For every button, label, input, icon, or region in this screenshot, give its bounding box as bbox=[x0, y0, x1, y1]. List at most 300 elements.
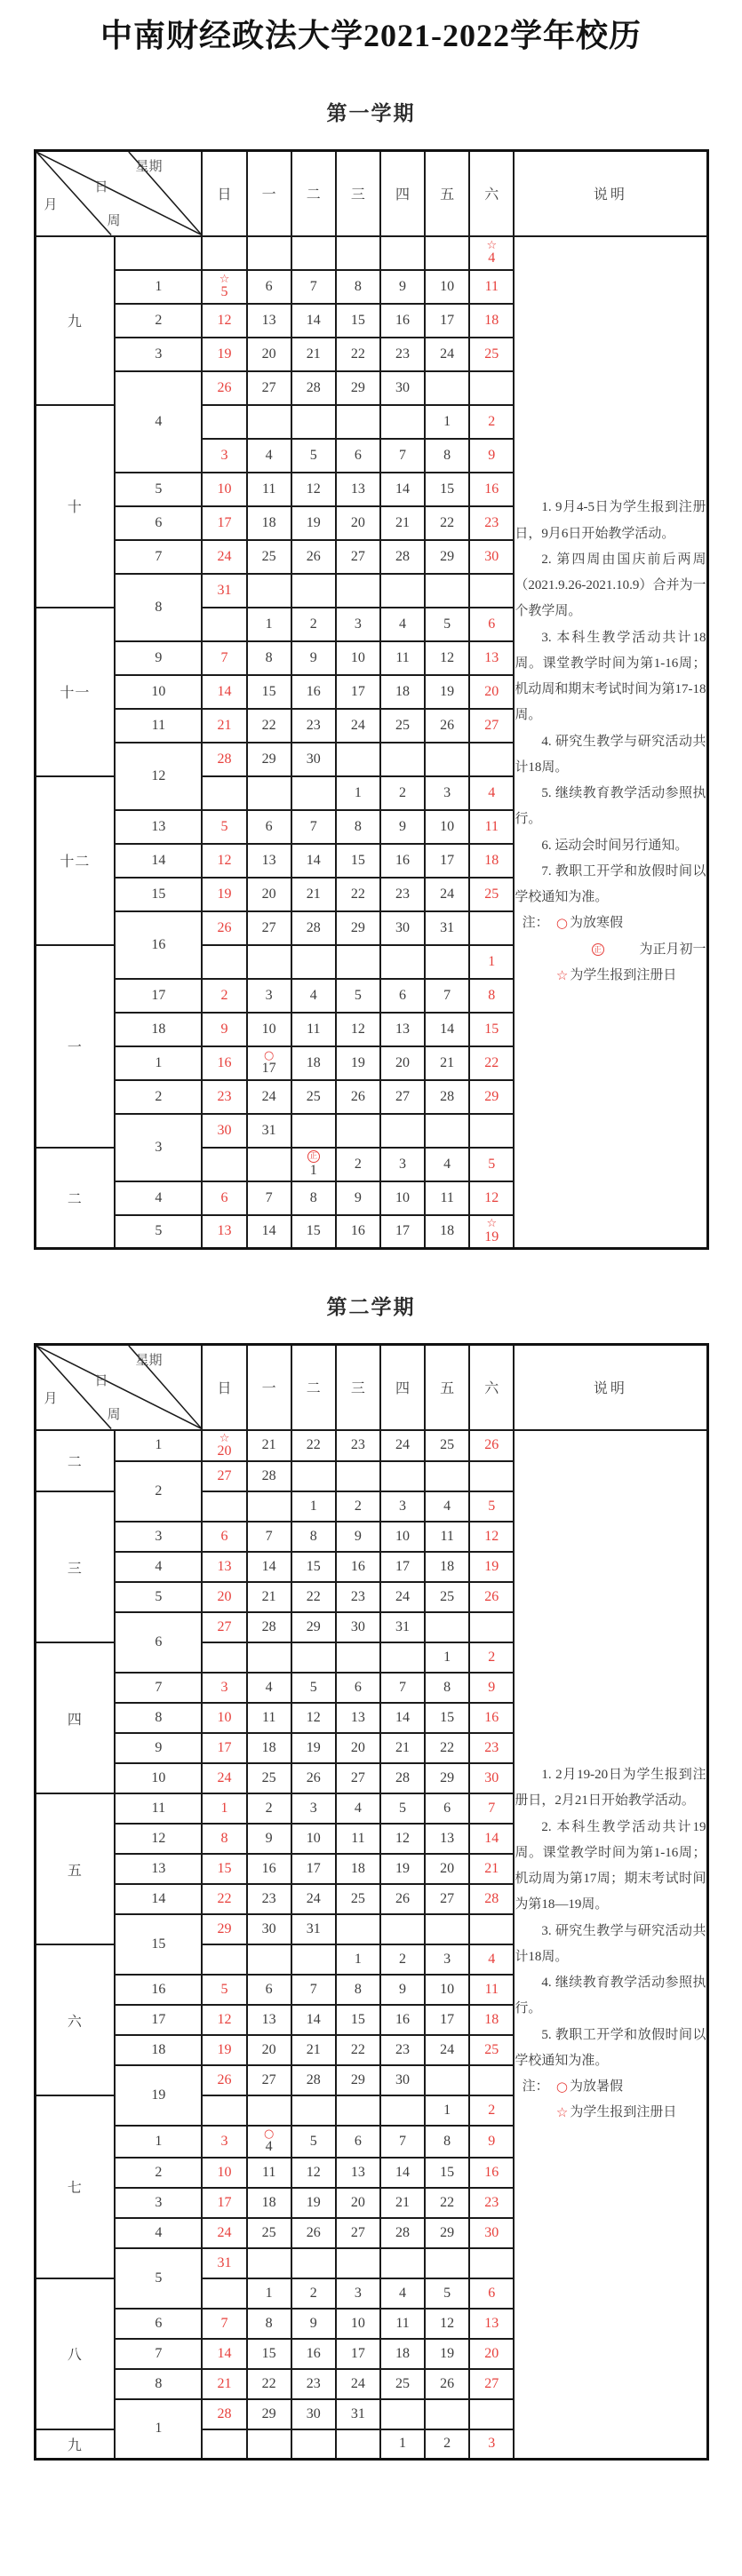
day-cell: 28 bbox=[202, 743, 246, 776]
day-cell: 18 bbox=[247, 1733, 291, 1763]
day-cell: 4 bbox=[291, 979, 336, 1013]
day-cell: 17 bbox=[425, 304, 469, 338]
day-cell bbox=[247, 1491, 291, 1522]
day-cell: 27 bbox=[247, 2065, 291, 2095]
day-cell: 10 bbox=[336, 2309, 380, 2339]
week-number-cell: 17 bbox=[115, 979, 202, 1013]
day-cell bbox=[291, 1114, 336, 1148]
day-cell: 9 bbox=[469, 439, 514, 473]
week-number-cell: 1 bbox=[115, 1046, 202, 1080]
day-cell: 20 bbox=[380, 1046, 425, 1080]
note-paragraph: 4. 继续教育教学活动参照执行。 bbox=[515, 1976, 706, 2016]
day-cell: 4 bbox=[380, 608, 425, 641]
day-cell: 21 bbox=[425, 1046, 469, 1080]
day-cell: 27 bbox=[380, 1080, 425, 1114]
day-cell: 19 bbox=[202, 2035, 246, 2065]
day-cell: 23 bbox=[469, 2188, 514, 2218]
day-cell: ☆ 4 bbox=[469, 236, 514, 270]
day-cell: 27 bbox=[469, 2369, 514, 2399]
day-cell: 26 bbox=[202, 371, 246, 405]
day-cell bbox=[336, 743, 380, 776]
week-number-cell: 15 bbox=[115, 1914, 202, 1975]
day-cell: 4 bbox=[380, 2278, 425, 2309]
day-cell bbox=[247, 405, 291, 439]
day-cell: 14 bbox=[425, 1013, 469, 1046]
day-cell: 30 bbox=[202, 1114, 246, 1148]
day-cell: 3 bbox=[336, 608, 380, 641]
day-cell: 28 bbox=[247, 1461, 291, 1491]
day-cell: 30 bbox=[469, 1763, 514, 1793]
day-cell bbox=[247, 2429, 291, 2460]
day-cell: 27 bbox=[202, 1461, 246, 1491]
day-cell bbox=[469, 1612, 514, 1642]
day-cell bbox=[380, 574, 425, 608]
day-cell: 27 bbox=[247, 911, 291, 945]
legend-text: 为放暑假 bbox=[569, 2079, 623, 2095]
day-cell: 21 bbox=[247, 1430, 291, 1462]
day-cell: 15 bbox=[291, 1552, 336, 1582]
day-cell: 正 1 bbox=[291, 1148, 336, 1181]
day-cell: 25 bbox=[425, 1582, 469, 1612]
day-cell: 19 bbox=[291, 2188, 336, 2218]
day-cell: 6 bbox=[336, 2126, 380, 2158]
day-cell: 28 bbox=[202, 2399, 246, 2429]
day-cell: 24 bbox=[425, 878, 469, 911]
day-cell: 28 bbox=[291, 371, 336, 405]
day-cell: 13 bbox=[247, 844, 291, 878]
day-cell: 11 bbox=[380, 641, 425, 675]
calendar-row bbox=[35, 236, 707, 270]
day-cell: 14 bbox=[291, 304, 336, 338]
day-cell: 8 bbox=[425, 439, 469, 473]
day-cell: 4 bbox=[425, 1148, 469, 1181]
day-cell: 30 bbox=[291, 2399, 336, 2429]
day-cell bbox=[380, 945, 425, 979]
day-cell: 19 bbox=[425, 2339, 469, 2369]
day-cell: 2 bbox=[469, 1642, 514, 1673]
day-cell: 13 bbox=[469, 2309, 514, 2339]
weekday-header-5: 五 bbox=[425, 1345, 469, 1430]
day-cell: 5 bbox=[336, 979, 380, 1013]
day-cell: 6 bbox=[336, 1673, 380, 1703]
week-number-cell: 1 bbox=[115, 2399, 202, 2460]
note-paragraph: 7. 教职工开学和放假时间以学校通知为准。 bbox=[515, 863, 706, 905]
day-cell bbox=[247, 236, 291, 270]
day-cell: 18 bbox=[247, 2188, 291, 2218]
day-cell bbox=[380, 1642, 425, 1673]
day-cell: 1 bbox=[469, 945, 514, 979]
day-cell: 28 bbox=[291, 2065, 336, 2095]
day-cell: 29 bbox=[247, 2399, 291, 2429]
day-cell: 29 bbox=[291, 1612, 336, 1642]
weekday-header-3: 三 bbox=[336, 151, 380, 236]
day-cell: 5 bbox=[425, 2278, 469, 2309]
day-cell: 31 bbox=[425, 911, 469, 945]
day-cell bbox=[202, 608, 246, 641]
day-cell: 28 bbox=[425, 1080, 469, 1114]
day-cell: 17 bbox=[425, 2005, 469, 2035]
day-cell bbox=[202, 405, 246, 439]
day-cell: 26 bbox=[291, 2218, 336, 2248]
week-number-cell: 7 bbox=[115, 1673, 202, 1703]
day-cell: 28 bbox=[469, 1884, 514, 1914]
day-cell: 26 bbox=[202, 2065, 246, 2095]
day-cell: 7 bbox=[202, 2309, 246, 2339]
day-cell: 4 bbox=[336, 1793, 380, 1824]
week-number-cell: 8 bbox=[115, 574, 202, 641]
week-number-cell: 7 bbox=[115, 540, 202, 574]
day-cell bbox=[380, 1461, 425, 1491]
day-cell: 13 bbox=[425, 1824, 469, 1854]
day-cell: 30 bbox=[291, 743, 336, 776]
day-cell: 10 bbox=[425, 810, 469, 844]
day-cell: 9 bbox=[202, 1013, 246, 1046]
week-number-cell: 5 bbox=[115, 2248, 202, 2309]
day-cell: 12 bbox=[291, 2158, 336, 2188]
day-cell: 10 bbox=[202, 473, 246, 506]
day-cell: 26 bbox=[336, 1080, 380, 1114]
day-cell: 26 bbox=[425, 2369, 469, 2399]
note-paragraph: 6. 运动会时间另行通知。 bbox=[541, 838, 689, 853]
day-cell bbox=[291, 776, 336, 810]
day-cell bbox=[425, 371, 469, 405]
day-cell: 9 bbox=[247, 1824, 291, 1854]
day-cell: 3 bbox=[380, 1148, 425, 1181]
notes-cell bbox=[514, 1430, 707, 2460]
day-cell bbox=[202, 1944, 246, 1975]
day-cell: 7 bbox=[247, 1181, 291, 1215]
day-cell: 25 bbox=[247, 1763, 291, 1793]
week-number-cell: 12 bbox=[115, 1824, 202, 1854]
corner-header-cell bbox=[35, 1345, 202, 1430]
day-cell bbox=[202, 776, 246, 810]
month-cell: 二 bbox=[35, 1148, 115, 1249]
week-number-cell: 10 bbox=[115, 675, 202, 709]
day-cell bbox=[425, 574, 469, 608]
day-cell: 7 bbox=[202, 641, 246, 675]
day-cell: 22 bbox=[425, 2188, 469, 2218]
day-cell: 13 bbox=[336, 2158, 380, 2188]
day-cell bbox=[469, 2065, 514, 2095]
day-cell bbox=[380, 405, 425, 439]
day-cell: 25 bbox=[247, 540, 291, 574]
day-cell: 12 bbox=[202, 844, 246, 878]
day-cell: 11 bbox=[247, 1703, 291, 1733]
day-cell: 23 bbox=[291, 709, 336, 743]
corner-label-zhou: 周 bbox=[107, 1408, 121, 1422]
day-cell: 28 bbox=[380, 2218, 425, 2248]
day-cell: 21 bbox=[202, 2369, 246, 2399]
day-cell: 13 bbox=[336, 1703, 380, 1733]
semester-title: 第一学期 bbox=[326, 102, 416, 124]
day-cell: 30 bbox=[380, 911, 425, 945]
day-cell: 12 bbox=[425, 2309, 469, 2339]
day-cell: 21 bbox=[380, 506, 425, 540]
day-cell: 5 bbox=[202, 810, 246, 844]
day-cell: 12 bbox=[291, 473, 336, 506]
day-cell: 24 bbox=[247, 1080, 291, 1114]
week-number-cell: 17 bbox=[115, 2005, 202, 2035]
week-number-cell: 2 bbox=[115, 1080, 202, 1114]
day-cell: 17 bbox=[336, 2339, 380, 2369]
day-cell bbox=[469, 2248, 514, 2278]
day-cell bbox=[380, 1114, 425, 1148]
day-cell bbox=[247, 1642, 291, 1673]
day-cell: 29 bbox=[202, 1914, 246, 1944]
circle-legend-icon: ○ bbox=[555, 2079, 568, 2095]
day-cell: 2 bbox=[336, 1148, 380, 1181]
day-cell: 17 bbox=[202, 506, 246, 540]
day-cell: 13 bbox=[247, 304, 291, 338]
weekday-header-1: 一 bbox=[247, 151, 291, 236]
day-cell: 31 bbox=[202, 574, 246, 608]
registration-star-icon: ☆ bbox=[219, 1431, 230, 1445]
day-cell: 27 bbox=[247, 371, 291, 405]
day-cell: 15 bbox=[336, 844, 380, 878]
day-cell: 16 bbox=[380, 844, 425, 878]
day-cell: 16 bbox=[247, 1854, 291, 1884]
day-cell: 15 bbox=[425, 1703, 469, 1733]
day-cell: 25 bbox=[380, 709, 425, 743]
day-cell: 3 bbox=[202, 439, 246, 473]
week-number-cell: 3 bbox=[115, 1522, 202, 1552]
day-cell: 29 bbox=[425, 1763, 469, 1793]
week-number-cell: 5 bbox=[115, 1582, 202, 1612]
day-cell: 1 bbox=[247, 608, 291, 641]
day-cell: 23 bbox=[469, 1733, 514, 1763]
day-cell: 24 bbox=[336, 2369, 380, 2399]
day-cell: 20 bbox=[247, 338, 291, 371]
day-cell: 11 bbox=[291, 1013, 336, 1046]
registration-star-icon: ☆ bbox=[219, 272, 230, 286]
week-number-cell: 18 bbox=[115, 1013, 202, 1046]
note-paragraph: 3. 本科生教学活动共计18周。课堂教学时间为第1-16周；机动周和期末考试时间为第17-18周。 bbox=[515, 630, 706, 723]
legend-row bbox=[515, 937, 706, 963]
day-cell: 10 bbox=[202, 2158, 246, 2188]
day-cell bbox=[425, 236, 469, 270]
day-cell: 14 bbox=[291, 844, 336, 878]
month-cell: 七 bbox=[35, 2095, 115, 2278]
day-cell: 20 bbox=[469, 2339, 514, 2369]
day-cell: 19 bbox=[291, 1733, 336, 1763]
legend-prefix: 注： bbox=[522, 2079, 549, 2095]
vacation-circle-icon: ○ bbox=[264, 2127, 275, 2142]
day-cell bbox=[247, 574, 291, 608]
day-cell: 22 bbox=[469, 1046, 514, 1080]
week-number-cell: 3 bbox=[115, 1114, 202, 1181]
day-cell: 10 bbox=[425, 1975, 469, 2005]
day-cell: 23 bbox=[336, 1582, 380, 1612]
corner-label-week: 星期 bbox=[135, 1354, 163, 1368]
day-cell: 18 bbox=[469, 2005, 514, 2035]
day-cell: 21 bbox=[380, 2188, 425, 2218]
day-cell: 5 bbox=[380, 1793, 425, 1824]
day-cell: 17 bbox=[291, 1854, 336, 1884]
day-cell: 12 bbox=[425, 641, 469, 675]
day-cell bbox=[291, 2429, 336, 2460]
day-cell: 8 bbox=[291, 1181, 336, 1215]
day-cell: 3 bbox=[425, 776, 469, 810]
day-cell: 21 bbox=[291, 878, 336, 911]
day-cell: 23 bbox=[469, 506, 514, 540]
day-cell: 27 bbox=[202, 1612, 246, 1642]
day-cell: 15 bbox=[247, 2339, 291, 2369]
day-cell: 19 bbox=[425, 675, 469, 709]
day-cell: 25 bbox=[425, 1430, 469, 1462]
day-cell: 14 bbox=[291, 2005, 336, 2035]
day-cell: 31 bbox=[291, 1914, 336, 1944]
weekday-header-6: 六 bbox=[469, 151, 514, 236]
day-cell: 17 bbox=[380, 1215, 425, 1249]
day-cell bbox=[247, 2248, 291, 2278]
day-cell: 29 bbox=[469, 1080, 514, 1114]
day-cell: 1 bbox=[425, 405, 469, 439]
day-cell: 27 bbox=[336, 540, 380, 574]
day-cell: 2 bbox=[291, 608, 336, 641]
week-number-cell: 14 bbox=[115, 844, 202, 878]
day-cell: 26 bbox=[425, 709, 469, 743]
day-cell: 27 bbox=[336, 1763, 380, 1793]
day-cell: 11 bbox=[425, 1522, 469, 1552]
day-cell: 13 bbox=[247, 2005, 291, 2035]
day-cell: 19 bbox=[336, 1046, 380, 1080]
weekday-header-1: 一 bbox=[247, 1345, 291, 1430]
day-cell: 13 bbox=[469, 641, 514, 675]
day-cell: 28 bbox=[380, 1763, 425, 1793]
day-cell: 3 bbox=[202, 2126, 246, 2158]
day-cell: 10 bbox=[380, 1522, 425, 1552]
day-cell: 7 bbox=[291, 810, 336, 844]
notes-cell bbox=[514, 236, 707, 1249]
day-cell: 12 bbox=[202, 2005, 246, 2035]
day-cell bbox=[336, 2429, 380, 2460]
day-cell: 14 bbox=[469, 1824, 514, 1854]
day-cell: 18 bbox=[380, 2339, 425, 2369]
week-number-cell: 18 bbox=[115, 2035, 202, 2065]
day-cell: 28 bbox=[291, 911, 336, 945]
day-cell: 22 bbox=[336, 338, 380, 371]
day-cell: 8 bbox=[202, 1824, 246, 1854]
day-cell: 8 bbox=[425, 2126, 469, 2158]
day-cell: 6 bbox=[247, 270, 291, 304]
day-cell bbox=[247, 1148, 291, 1181]
day-cell: 6 bbox=[469, 2278, 514, 2309]
day-cell: 7 bbox=[469, 1793, 514, 1824]
day-cell: 7 bbox=[380, 439, 425, 473]
day-cell: 8 bbox=[425, 1673, 469, 1703]
note-paragraph: 3. 研究生教学与研究活动共计18周。 bbox=[515, 1923, 706, 1964]
day-cell: 2 bbox=[469, 2095, 514, 2126]
day-cell: 1 bbox=[291, 1491, 336, 1522]
day-cell: 3 bbox=[380, 1491, 425, 1522]
day-cell: 26 bbox=[202, 911, 246, 945]
weekday-header-4: 四 bbox=[380, 151, 425, 236]
day-cell: 16 bbox=[380, 304, 425, 338]
day-cell: 3 bbox=[425, 1944, 469, 1975]
vacation-circle-icon: ○ bbox=[264, 1048, 275, 1062]
day-cell: 14 bbox=[202, 675, 246, 709]
day-cell: 10 bbox=[291, 1824, 336, 1854]
day-cell bbox=[380, 236, 425, 270]
day-cell: 5 bbox=[291, 1673, 336, 1703]
day-cell: 19 bbox=[202, 338, 246, 371]
day-cell: 6 bbox=[380, 979, 425, 1013]
week-number-cell: 3 bbox=[115, 2188, 202, 2218]
day-cell: 6 bbox=[469, 608, 514, 641]
day-cell: 6 bbox=[247, 810, 291, 844]
semesters-container bbox=[0, 97, 742, 2461]
star-legend-icon: ☆ bbox=[555, 2104, 569, 2121]
month-cell: 一 bbox=[35, 945, 115, 1148]
calendar-row bbox=[35, 1430, 707, 1462]
day-cell bbox=[425, 2065, 469, 2095]
day-cell: 15 bbox=[247, 675, 291, 709]
corner-label-week: 星期 bbox=[135, 160, 163, 174]
legend-text: 为放寒假 bbox=[569, 916, 623, 931]
day-cell: 3 bbox=[247, 979, 291, 1013]
day-cell: 3 bbox=[202, 1673, 246, 1703]
legend-text: 为学生报到注册日 bbox=[570, 967, 677, 982]
day-cell: 23 bbox=[247, 1884, 291, 1914]
day-cell: 18 bbox=[469, 844, 514, 878]
week-number-cell: 8 bbox=[115, 2369, 202, 2399]
day-cell: 17 bbox=[202, 1733, 246, 1763]
day-cell: 2 bbox=[425, 2429, 469, 2460]
notes-text-block bbox=[515, 1762, 706, 2127]
day-cell: 16 bbox=[291, 2339, 336, 2369]
day-cell: 13 bbox=[336, 473, 380, 506]
day-cell: 14 bbox=[247, 1552, 291, 1582]
day-cell: 5 bbox=[291, 2126, 336, 2158]
day-cell: 18 bbox=[425, 1215, 469, 1249]
day-cell: 23 bbox=[380, 878, 425, 911]
day-cell: 20 bbox=[425, 1854, 469, 1884]
day-cell: 19 bbox=[202, 878, 246, 911]
day-cell: 21 bbox=[247, 1582, 291, 1612]
day-cell: 25 bbox=[469, 2035, 514, 2065]
day-cell bbox=[469, 743, 514, 776]
day-cell: 17 bbox=[202, 2188, 246, 2218]
day-cell: 30 bbox=[469, 540, 514, 574]
day-cell: 17 bbox=[380, 1552, 425, 1582]
week-number-cell: 4 bbox=[115, 1181, 202, 1215]
day-cell: 21 bbox=[291, 2035, 336, 2065]
day-cell bbox=[425, 1612, 469, 1642]
day-cell bbox=[247, 945, 291, 979]
day-cell: 1 bbox=[425, 1642, 469, 1673]
day-cell: 14 bbox=[380, 1703, 425, 1733]
week-number-cell: 4 bbox=[115, 1552, 202, 1582]
day-cell bbox=[469, 2399, 514, 2429]
day-cell: 2 bbox=[291, 2278, 336, 2309]
day-cell: 30 bbox=[336, 1612, 380, 1642]
day-cell: 27 bbox=[469, 709, 514, 743]
day-cell: 15 bbox=[469, 1013, 514, 1046]
day-cell: 10 bbox=[336, 641, 380, 675]
month-cell: 四 bbox=[35, 1642, 115, 1793]
day-cell: 14 bbox=[380, 473, 425, 506]
day-cell: 19 bbox=[469, 1552, 514, 1582]
day-cell: 11 bbox=[469, 810, 514, 844]
legend-row bbox=[515, 2100, 706, 2126]
star-legend-icon: ☆ bbox=[555, 966, 569, 983]
day-cell bbox=[336, 1914, 380, 1944]
week-number-cell: 5 bbox=[115, 473, 202, 506]
day-cell: 22 bbox=[247, 709, 291, 743]
notes-header: 说明 bbox=[514, 151, 707, 236]
day-cell: 31 bbox=[380, 1612, 425, 1642]
day-cell: 2 bbox=[247, 1793, 291, 1824]
